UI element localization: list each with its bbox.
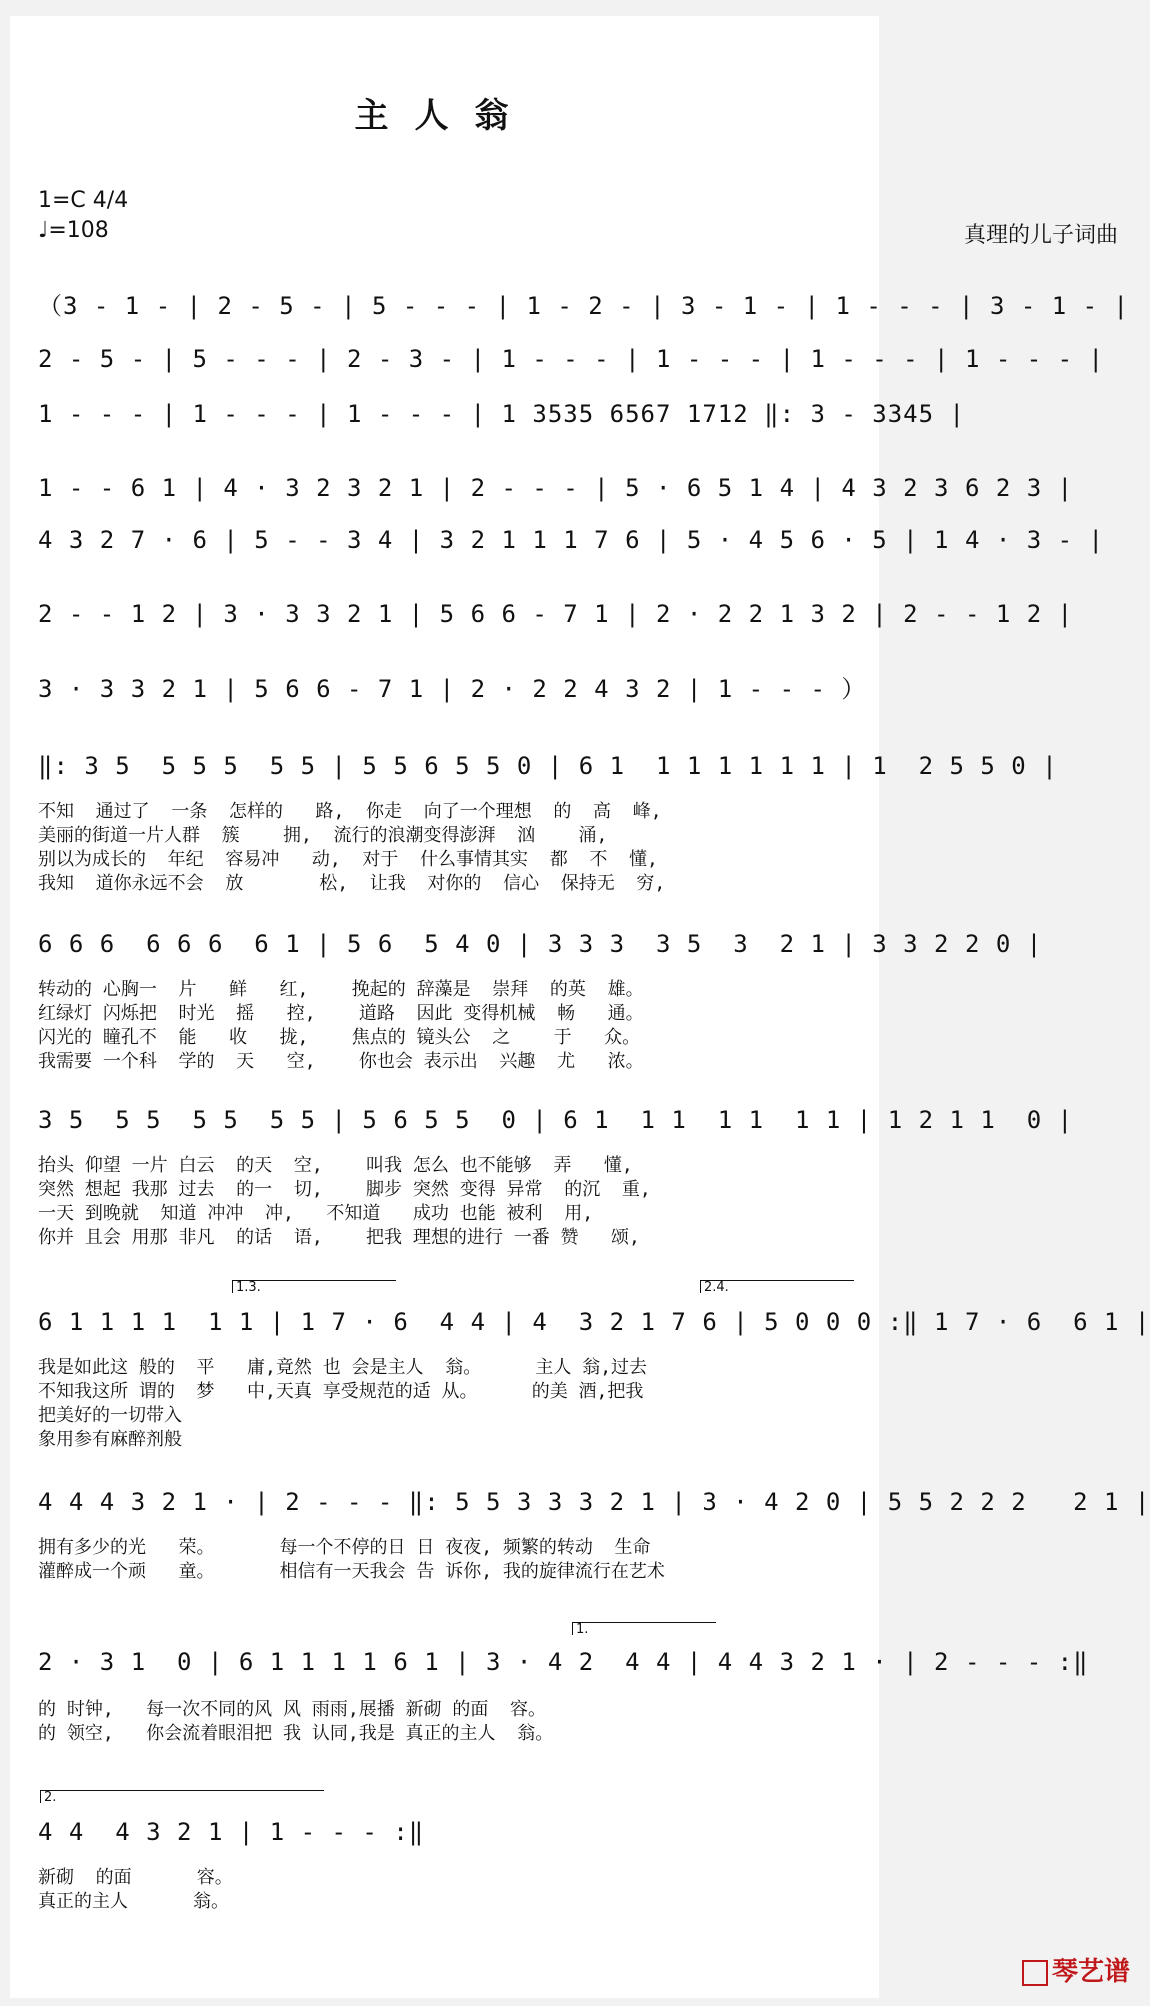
notation-system: 2 - 5 - | 5 - - - | 2 - 3 - | 1 - - - | 1 - - - | 1 - - - | 1 - - - |	[38, 345, 1104, 373]
lyric-line: 美丽的街道一片人群 簇 拥, 流行的浪潮变得澎湃 汹 涌,	[38, 825, 608, 846]
composer-credit: 真理的儿子词曲	[963, 223, 1118, 248]
notation-system: 1 - - 6 1 | 4 · 3 2 3 2 1 | 2 - - - | 5 · 6 5 1 4 | 4 3 2 3 6 2 3 |	[38, 474, 1074, 502]
watermark-logo	[1022, 1951, 1130, 1988]
lyric-line: 红绿灯 闪烁把 时光 摇 控, 道路 因此 变得机械 畅 通。	[38, 1003, 644, 1024]
lyric-line: 象用参有麻醉剂般	[38, 1429, 182, 1450]
song-title: 主人翁	[354, 96, 535, 136]
notation-system: 2 · 3 1 0 | 6 1 1 1 1 6 1 | 3 · 4 2 4 4 | 4 4 3 2 1 · | 2 - - - :‖	[38, 1648, 1089, 1676]
logo-icon	[1022, 1960, 1048, 1986]
notation-system: 4 4 4 3 2 1 | 1 - - - :‖	[38, 1818, 425, 1846]
lyric-line: 把美好的一切带入	[38, 1405, 182, 1426]
notation-system: （3 - 1 - | 2 - 5 - | 5 - - - | 1 - 2 - | 3 - 1 - | 1 - - - | 3 - 1 - |	[38, 292, 1129, 320]
notation-system: 6 1 1 1 1 1 1 | 1 7 · 6 4 4 | 4 3 2 1 7 6 | 5 0 0 0 :‖ 1 7 · 6 6 1 |	[38, 1308, 1150, 1336]
lyric-line: 我知 道你永远不会 放 松, 让我 对你的 信心 保持无 穷,	[38, 873, 666, 894]
lyric-line: 抬头 仰望 一片 白云 的天 空, 叫我 怎么 也不能够 弄 懂,	[38, 1155, 633, 1176]
lyric-line: 我需要 一个科 学的 天 空, 你也会 表示出 兴趣 尤 浓。	[38, 1051, 644, 1072]
notation-system: ‖: 3 5 5 5 5 5 5 | 5 5 6 5 5 0 | 6 1 1 1 1 1 1 1 | 1 2 5 5 0 |	[38, 752, 1058, 780]
lyric-line: 你并 且会 用那 非凡 的话 语, 把我 理想的进行 一番 赞 颂,	[38, 1227, 640, 1248]
lyric-line: 别以为成长的 年纪 容易冲 动, 对于 什么事情其实 都 不 懂,	[38, 849, 658, 870]
lyric-line: 我是如此这 般的 平 庸,竟然 也 会是主人 翁。 主人 翁,过去	[38, 1357, 648, 1378]
tempo-marking: ♩=108	[38, 218, 109, 243]
lyric-line: 突然 想起 我那 过去 的一 切, 脚步 突然 变得 异常 的沉 重,	[38, 1179, 651, 1200]
lyric-line: 新砌 的面 容。	[38, 1867, 233, 1888]
volta-bracket: 2.	[40, 1790, 324, 1803]
lyric-line: 一天 到晚就 知道 冲冲 冲, 不知道 成功 也能 被利 用,	[38, 1203, 594, 1224]
notation-system: 3 · 3 3 2 1 | 5 6 6 - 7 1 | 2 · 2 2 4 3 2 | 1 - - - ）	[38, 675, 867, 703]
lyric-line: 闪光的 瞳孔不 能 收 拢, 焦点的 镜头公 之 于 众。	[38, 1027, 641, 1048]
notation-system: 4 3 2 7 · 6 | 5 - - 3 4 | 3 2 1 1 1 7 6 | 5 · 4 5 6 · 5 | 1 4 · 3 - |	[38, 526, 1104, 554]
notation-system: 6 6 6 6 6 6 6 1 | 5 6 5 4 0 | 3 3 3 3 5 3 2 1 | 3 3 2 2 0 |	[38, 930, 1043, 958]
lyric-line: 的 时钟, 每一次不同的风 风 雨雨,展播 新砌 的面 容。	[38, 1699, 547, 1720]
notation-system: 1 - - - | 1 - - - | 1 - - - | 1 3535 6567 1712 ‖: 3 - 3345 |	[38, 400, 965, 428]
notation-system: 3 5 5 5 5 5 5 5 | 5 6 5 5 0 | 6 1 1 1 1 1 1 1 | 1 2 1 1 0 |	[38, 1106, 1074, 1134]
lyric-line: 拥有多少的光 荣。 每一个不停的日 日 夜夜, 频繁的转动 生命	[38, 1537, 651, 1558]
notation-system: 4 4 4 3 2 1 · | 2 - - - ‖: 5 5 3 3 3 2 1 | 3 · 4 2 0 | 5 5 2 2 2 2 1 |	[38, 1488, 1150, 1516]
volta-bracket: 1.3.	[232, 1280, 396, 1293]
lyric-line: 不知我这所 谓的 梦 中,天真 享受规范的适 从。 的美 酒,把我	[38, 1381, 644, 1402]
key-signature: 1=C 4/4	[38, 188, 129, 213]
lyric-line: 转动的 心胸一 片 鲜 红, 挽起的 辞藻是 崇拜 的英 雄。	[38, 979, 644, 1000]
lyric-line: 不知 通过了 一条 怎样的 路, 你走 向了一个理想 的 高 峰,	[38, 801, 662, 822]
watermark-text: 琴艺谱	[1051, 1957, 1130, 1987]
volta-bracket: 2.4.	[700, 1280, 854, 1293]
volta-bracket: 1.	[572, 1622, 716, 1635]
lyric-line: 的 领空, 你会流着眼泪把 我 认同,我是 真正的主人 翁。	[38, 1723, 554, 1744]
lyric-line: 真正的主人 翁。	[38, 1891, 230, 1912]
lyric-line: 灌醉成一个顽 童。 相信有一天我会 告 诉你, 我的旋律流行在艺术	[38, 1561, 665, 1582]
notation-system: 2 - - 1 2 | 3 · 3 3 2 1 | 5 6 6 - 7 1 | 2 · 2 2 1 3 2 | 2 - - 1 2 |	[38, 600, 1074, 628]
